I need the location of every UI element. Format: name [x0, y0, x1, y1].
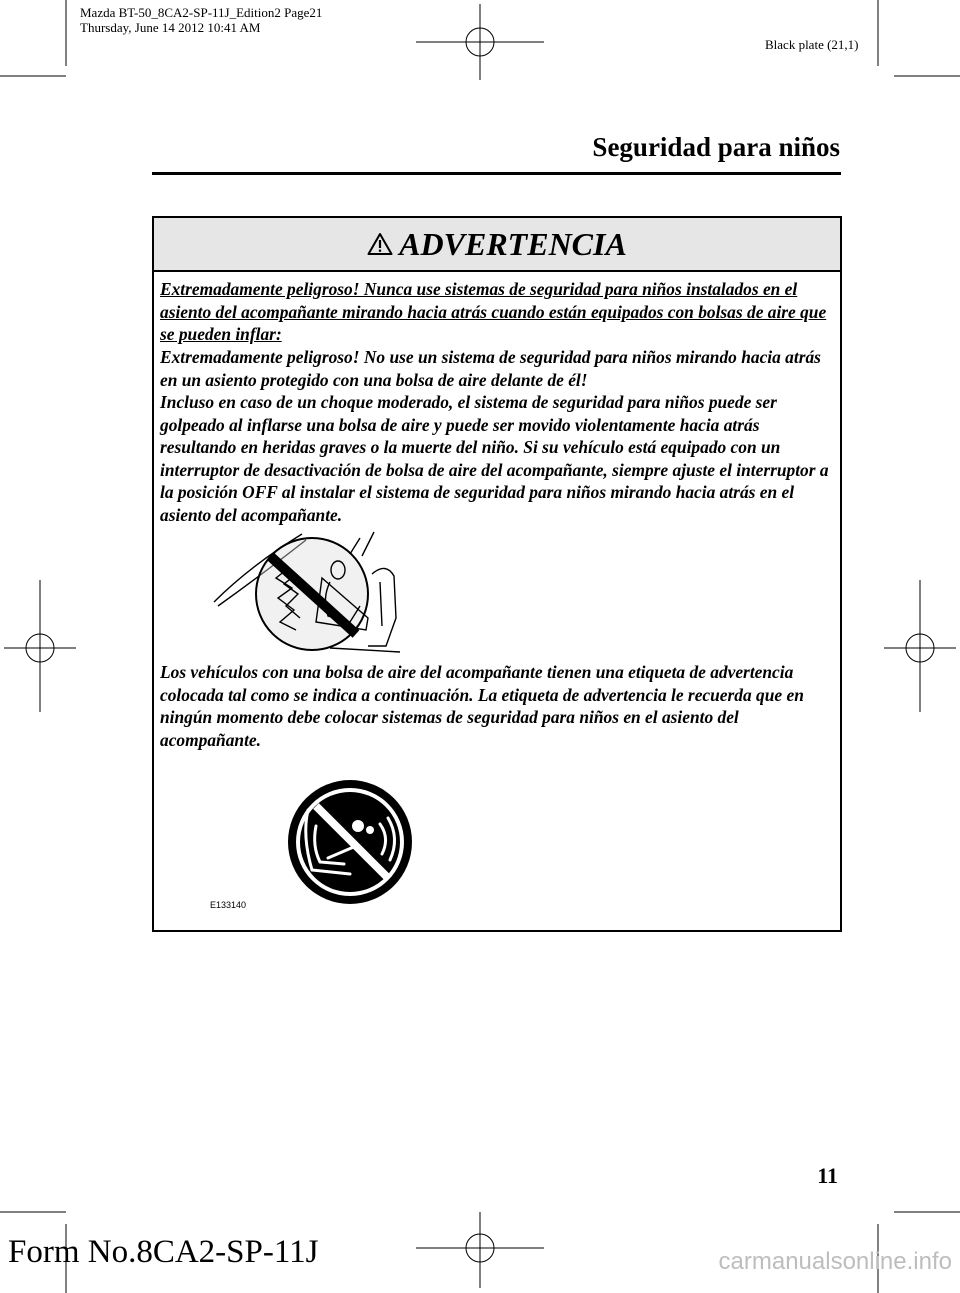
warning-box: [152, 216, 842, 932]
warning-triangle-icon: [367, 232, 393, 256]
page-number: 11: [817, 1163, 838, 1188]
file-info-line2: Thursday, June 14 2012 10:41 AM: [80, 20, 261, 35]
file-info-line1: Mazda BT-50_8CA2-SP-11J_Edition2 Page21: [80, 5, 323, 20]
rear-facing-seat-illustration: [210, 526, 420, 656]
warning-header: [154, 218, 840, 272]
plate-label: Black plate (21,1): [765, 37, 859, 52]
warning-heading: ADVERTENCIA: [399, 225, 627, 262]
figure2-caption: E133140: [210, 900, 247, 910]
warning-paragraph-1: Extremadamente peligroso! Nunca use sistemas de seguridad para niños instalados en el asiento del acompañante mirando hacia atrás cuando están equipados con bolsas de aire que se pueden inflar:: [160, 279, 827, 345]
warning-paragraph-4: Los vehículos con una bolsa de aire del acompañante tienen una etiqueta de advertencia colocada tal como se indica a continuación. La etiqueta de advertencia le recuerda que en ningún momento debe colocar sistemas de seguridad para niños en el asiento del acompañante.: [160, 662, 804, 750]
form-number: Form No.8CA2-SP-11J: [8, 1234, 319, 1270]
warning-label-illustration: [204, 766, 424, 916]
section-title: Seguridad para niños: [592, 132, 840, 162]
watermark: carmanualsonline.info: [718, 1248, 952, 1275]
header-rule: [152, 172, 841, 175]
warning-paragraph-2: Extremadamente peligroso! No use un sistema de seguridad para niños mirando hacia atrás en un asiento protegido con una bolsa de aire delante de él!: [160, 347, 821, 390]
warning-paragraph-3: Incluso en caso de un choque moderado, el sistema de seguridad para niños puede ser golpeado al inflarse una bolsa de aire y puede ser movido violentamente hacia atrás resultando en heridas graves o la muerte del niño. Si su vehículo está equipado con un interruptor de desactivación de bolsa de aire del acompañante, siempre ajuste el interruptor a la posición OFF al instalar el sistema de seguridad para niños mirando hacia atrás en el asiento del acompañante.: [160, 392, 829, 525]
